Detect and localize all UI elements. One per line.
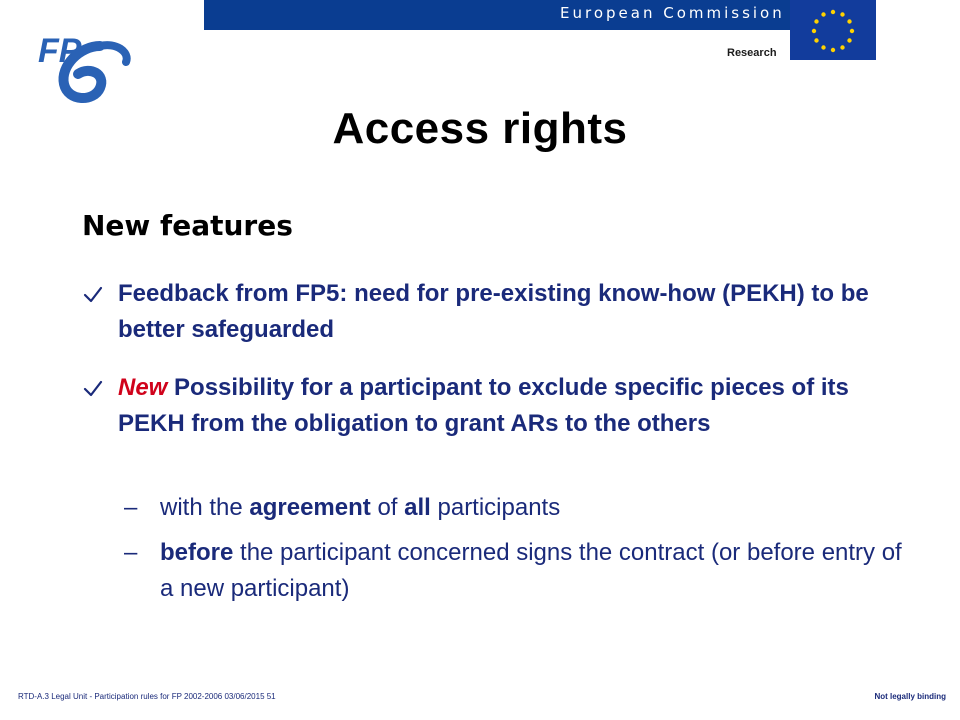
section-subheading: New features <box>82 209 293 242</box>
text-run: the participant concerned signs the contract (or before entry of a new participant) <box>160 539 902 602</box>
sub-bullet-text <box>160 535 904 607</box>
text-run: of <box>370 494 405 521</box>
checkmark-icon <box>82 284 104 306</box>
new-label: New <box>118 374 168 401</box>
emphasis-before: before <box>160 539 234 566</box>
sub-bullet-item <box>124 535 904 607</box>
slide-title: Access rights <box>332 104 628 153</box>
bullet-text-body: Possibility for a participant to exclude specific pieces of its PEKH from the obligation to grant ARs to the others <box>118 374 849 437</box>
bullet-item <box>82 370 882 442</box>
dash-icon: – <box>124 494 138 521</box>
sub-bullet-item <box>124 490 904 526</box>
footer-left: RTD-A.3 Legal Unit - Participation rules for FP 2002-2006 03/06/2015 51 <box>18 692 276 701</box>
text-run: with the <box>160 494 250 521</box>
checkmark-icon <box>82 378 104 400</box>
research-label: Research <box>727 47 777 59</box>
emphasis-agreement: agreement <box>249 494 371 521</box>
commission-text: European Commission <box>560 4 785 22</box>
emphasis-all: all <box>404 494 431 521</box>
dash-icon: – <box>124 539 138 566</box>
svg-text:FP: FP <box>38 32 82 70</box>
bullet-item <box>82 276 882 348</box>
sub-bullet-text <box>160 490 904 526</box>
footer-right: Not legally binding <box>874 692 946 701</box>
eu-stars-icon <box>790 0 876 60</box>
bullet-text: Feedback from FP5: need for pre-existing know-how (PEKH) to be better safeguarded <box>118 280 869 343</box>
bullet-text <box>118 370 882 442</box>
text-run: participants <box>430 494 561 521</box>
eu-flag-icon <box>790 0 876 60</box>
